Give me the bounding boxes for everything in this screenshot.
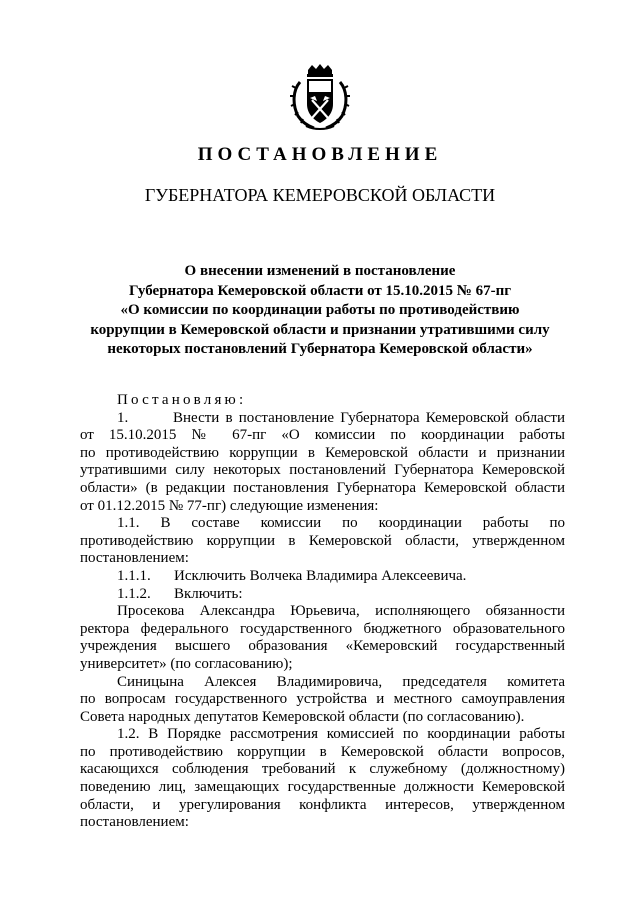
paragraph-1-1-line: постановлением: bbox=[80, 550, 189, 567]
paragraph-number: 1.1.2. bbox=[117, 585, 151, 602]
paragraph-number: 1. bbox=[117, 409, 129, 426]
paragraph-1-2-line: постановлением: bbox=[80, 814, 189, 831]
paragraph-1-1-line: 1.1. В составе комиссии по координации работы по bbox=[117, 515, 565, 532]
heading-line: коррупции в Кемеровской области и признании утратившими силу bbox=[90, 321, 550, 338]
paragraph-1-2-line: по противодействию коррупции в Кемеровской области вопросов, bbox=[80, 743, 565, 760]
preamble: Постановляю: bbox=[117, 392, 247, 408]
heading-line: Губернатора Кемеровской области от 15.10.2015 № 67-пг bbox=[128, 282, 512, 299]
decree-heading bbox=[60, 262, 580, 360]
heading-line: «О комиссии по координации работы по противодействию bbox=[120, 302, 520, 318]
paragraph-1-2-line: 1.2. В Порядке рассмотрения комиссией по координации работы bbox=[117, 726, 565, 743]
paragraph-text: Исключить Волчека Владимира Алексеевича. bbox=[174, 567, 467, 584]
paragraph-1-line: по противодействию коррупции в Кемеровской области и признании bbox=[80, 444, 565, 461]
member-prosekov-line: учреждения высшего образования «Кемеровский государственный bbox=[80, 638, 565, 655]
member-sinitsyn-line: Синицына Алексея Владимировича, председателя комитета bbox=[117, 673, 565, 690]
paragraph-1-line: области» (в редакции постановления Губернатора Кемеровской области bbox=[80, 479, 565, 496]
paragraph-1-2-line: области, и урегулирования конфликта интересов, утвержденном bbox=[80, 796, 565, 813]
document-subtitle: ГУБЕРНАТОРА КЕМЕРОВСКОЙ ОБЛАСТИ bbox=[144, 185, 496, 205]
paragraph-text: Включить: bbox=[174, 585, 243, 602]
paragraph-number: 1.1.1. bbox=[117, 567, 151, 584]
paragraph-1-1-2 bbox=[80, 586, 565, 604]
document-body bbox=[80, 392, 565, 832]
paragraph-1-first-line bbox=[80, 410, 565, 428]
member-sinitsyn-line: по вопросам государственного устройства и местного самоуправления bbox=[80, 691, 565, 708]
paragraph-1-line: от 01.12.2015 № 77-пг) следующие изменения: bbox=[80, 497, 379, 514]
coat-of-arms-emblem bbox=[290, 64, 350, 132]
heading-line: О внесении изменений в постановление bbox=[184, 263, 456, 279]
paragraph-1-line: утратившими силу некоторых постановлений Губернатора Кемеровской bbox=[80, 462, 565, 479]
paragraph-1-1-1 bbox=[80, 568, 565, 586]
heading-line: некоторых постановлений Губернатора Кемеровской области» bbox=[107, 341, 533, 357]
paragraph-1-2-line: касающихся соблюдения требований к служебному (должностному) bbox=[80, 761, 565, 778]
paragraph-1-1-line: противодействию коррупции в Кемеровской области, утвержденном bbox=[80, 532, 565, 549]
paragraph-text: Внести в постановление Губернатора Кемеровской области bbox=[173, 409, 565, 426]
document-title: ПОСТАНОВЛЕНИЕ bbox=[197, 144, 443, 165]
member-sinitsyn-line: Совета народных депутатов Кемеровской области (по согласованию). bbox=[80, 708, 525, 725]
member-prosekov-line: Просекова Александра Юрьевича, исполняющего обязанности bbox=[117, 603, 565, 620]
paragraph-1-2-line: поведению лиц, замещающих государственные должности Кемеровской bbox=[80, 779, 565, 796]
member-prosekov-line: ректора федерального государственного бюджетного образовательного bbox=[80, 620, 565, 637]
member-prosekov-line: университет» (по согласованию); bbox=[80, 655, 293, 672]
paragraph-1-line: от 15.10.2015 № 67-пг «О комиссии по координации работы bbox=[80, 427, 565, 444]
